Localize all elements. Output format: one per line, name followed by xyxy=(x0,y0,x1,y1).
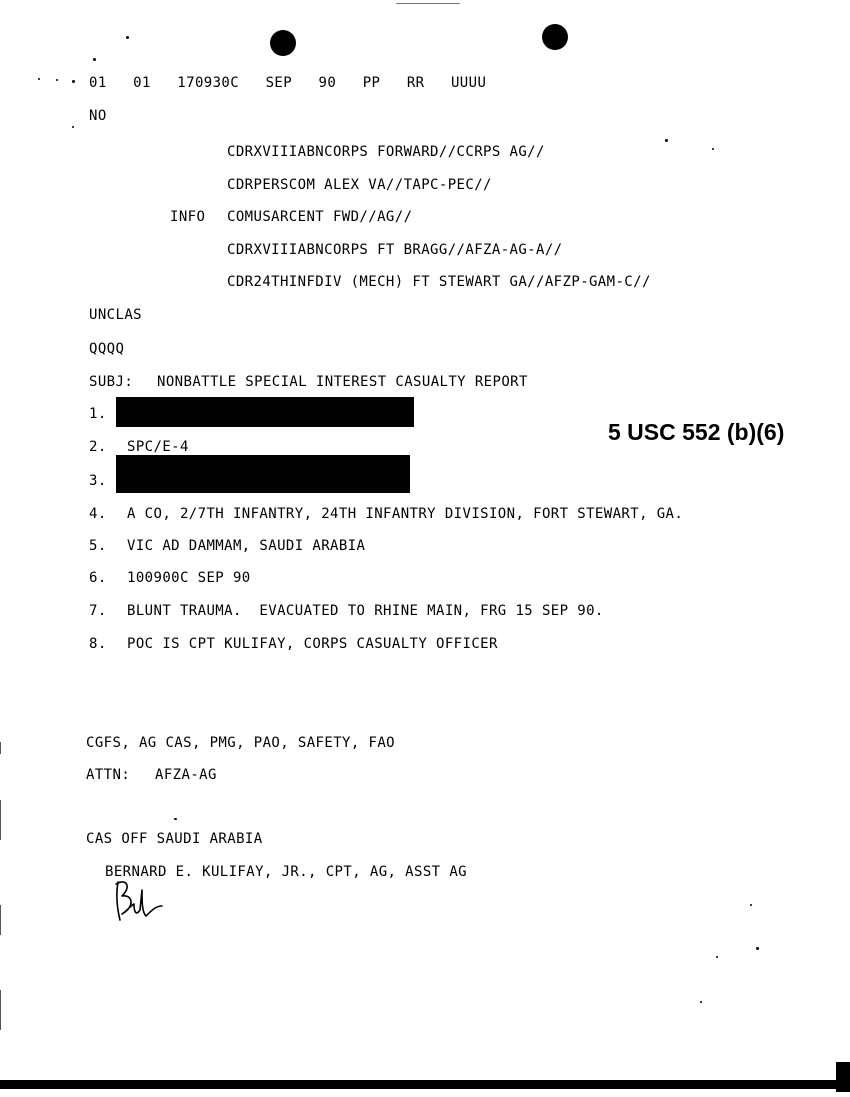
item-number: 6. xyxy=(89,570,107,586)
speck xyxy=(93,58,96,61)
item-number: 1. xyxy=(89,406,107,422)
item-text: SPC/E-4 xyxy=(127,439,189,455)
item-number: 7. xyxy=(89,603,107,619)
info-label: INFO xyxy=(170,209,206,225)
item-number: 3. xyxy=(89,473,107,489)
item-number: 2. xyxy=(89,439,107,455)
speck xyxy=(712,148,714,150)
speck xyxy=(72,126,74,128)
item-number: 5. xyxy=(89,538,107,554)
scan-edge xyxy=(0,800,1,840)
signer-block: BERNARD E. KULIFAY, JR., CPT, AG, ASST AG xyxy=(105,864,467,880)
addressee-to-2: CDRPERSCOM ALEX VA//TAPC-PEC// xyxy=(227,177,492,193)
scan-edge xyxy=(0,742,1,754)
attn-value: AFZA-AG xyxy=(155,767,217,783)
attn-label: ATTN: xyxy=(86,767,131,783)
addressee-info-2: CDRXVIIIABNCORPS FT BRAGG//AFZA-AG-A// xyxy=(227,242,563,258)
routing-line: 01 01 170930C SEP 90 PP RR UUUU xyxy=(89,75,487,91)
item-text: 100900C SEP 90 xyxy=(127,570,251,586)
classification: UNCLAS xyxy=(89,307,142,323)
speck xyxy=(126,36,129,39)
speck xyxy=(700,1001,702,1003)
redaction-block xyxy=(116,397,414,427)
addressee-info-1: COMUSARCENT FWD//AG// xyxy=(227,209,413,225)
redaction-block xyxy=(116,455,410,493)
qqqq-marker: QQQQ xyxy=(89,341,125,357)
speck xyxy=(756,947,759,950)
item-text: POC IS CPT KULIFAY, CORPS CASUALTY OFFICER xyxy=(127,636,498,652)
item-text: VIC AD DAMMAM, SAUDI ARABIA xyxy=(127,538,366,554)
distribution-list: CGFS, AG CAS, PMG, PAO, SAFETY, FAO xyxy=(86,735,396,751)
office-code: NO xyxy=(89,108,107,124)
speck xyxy=(38,78,40,80)
speck xyxy=(56,79,58,81)
scan-edge xyxy=(0,905,1,935)
originating-office: CAS OFF SAUDI ARABIA xyxy=(86,831,263,847)
addressee-info-3: CDR24THINFDIV (MECH) FT STEWART GA//AFZP-GAM-C// xyxy=(227,274,651,290)
item-text: BLUNT TRAUMA. EVACUATED TO RHINE MAIN, FRG 15 SEP 90. xyxy=(127,603,604,619)
foia-exemption-stamp: 5 USC 552 (b)(6) xyxy=(608,419,785,445)
punch-hole-left xyxy=(270,30,296,56)
item-text: A CO, 2/7TH INFANTRY, 24TH INFANTRY DIVISION, FORT STEWART, GA. xyxy=(127,506,684,522)
item-number: 8. xyxy=(89,636,107,652)
scan-bottom-edge xyxy=(0,1080,850,1089)
speck xyxy=(750,904,752,906)
speck xyxy=(72,80,75,83)
speck xyxy=(716,956,718,958)
subject-label: SUBJ: xyxy=(89,374,134,390)
addressee-to-1: CDRXVIIIABNCORPS FORWARD//CCRPS AG// xyxy=(227,144,545,160)
subject-text: NONBATTLE SPECIAL INTEREST CASUALTY REPORT xyxy=(157,374,528,390)
punch-hole-right xyxy=(542,24,568,50)
item-number: 4. xyxy=(89,506,107,522)
scan-top-mark xyxy=(396,3,460,4)
handwritten-signature xyxy=(112,876,172,926)
speck xyxy=(665,139,668,142)
scan-edge xyxy=(0,990,1,1030)
speck xyxy=(174,818,177,820)
